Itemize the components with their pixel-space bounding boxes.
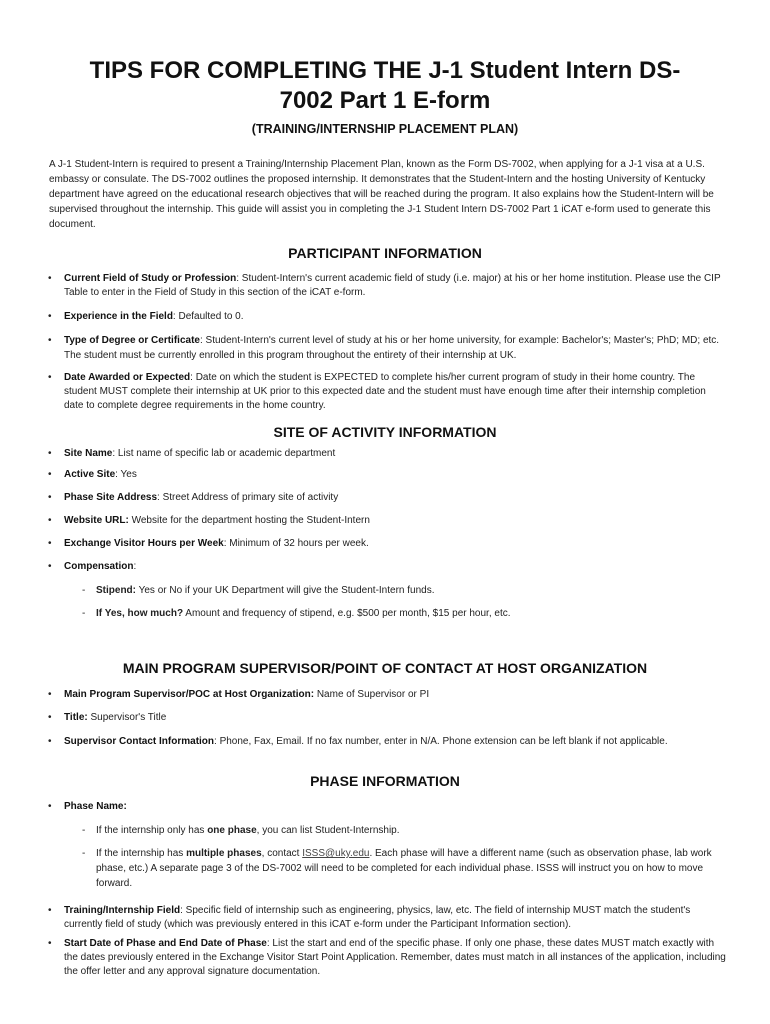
- item-label: Exchange Visitor Hours per Week: [64, 538, 224, 549]
- item-label: Date Awarded or Expected: [64, 372, 191, 383]
- site-item-address: [48, 491, 726, 505]
- item-label: Supervisor Contact Information: [64, 736, 215, 747]
- item-label: Phase Name:: [64, 801, 127, 812]
- item-text: , contact: [261, 848, 303, 859]
- item-label: Training/Internship Field: [64, 905, 181, 916]
- site-item-hours: [48, 537, 726, 551]
- bullet-icon: •: [48, 311, 52, 322]
- participant-item-field-of-study: [48, 272, 726, 300]
- bullet-icon: •: [48, 712, 52, 723]
- bullet-icon: •: [48, 273, 52, 284]
- bullet-icon: •: [48, 469, 52, 480]
- supervisor-item-contact: [48, 735, 726, 749]
- page-subtitle: (TRAINING/INTERNSHIP PLACEMENT PLAN): [251, 122, 519, 136]
- phase-name-multiple-phases: [82, 846, 726, 891]
- bullet-icon: •: [48, 938, 52, 949]
- bullet-icon: •: [48, 538, 52, 549]
- supervisor-item-title: [48, 711, 726, 725]
- phase-item-name: [48, 800, 726, 814]
- item-text: If the internship has: [96, 848, 187, 859]
- bullet-icon: •: [48, 492, 52, 503]
- item-text: Name of Supervisor or PI: [314, 689, 430, 700]
- bullet-icon: •: [48, 372, 52, 383]
- item-text: . Each phase will have a different name (such as observation phase, lab work phase, etc.) A separate page 3 of the DS-7002 will need to be completed for each individual phase. ISSS will instruct you on how to move forward.: [96, 848, 712, 889]
- site-item-active: [48, 468, 726, 482]
- item-text: : List name of specific lab or academic department: [112, 448, 336, 459]
- item-label: Start Date of Phase and End Date of Phase: [64, 938, 267, 949]
- item-text: : Street Address of primary site of activity: [157, 492, 339, 503]
- item-text: : Phone, Fax, Email. If no fax number, enter in N/A. Phone extension can be left blank if not applicable.: [214, 736, 668, 747]
- item-text: Yes or No if your UK Department will give the Student-Intern funds.: [136, 585, 435, 596]
- item-text: Supervisor's Title: [87, 712, 167, 723]
- item-text: : Student-Intern's current level of study at his or her home university, for example: Bachelor's; Master's; PhD; MD; etc. The student must be currently enrolled in this program throughout the entirety of their internship at UK.: [64, 335, 720, 361]
- item-label: If Yes, how much?: [96, 608, 184, 619]
- supervisor-item-name: [48, 688, 726, 702]
- phase-heading: PHASE INFORMATION: [310, 773, 460, 789]
- item-label: Stipend:: [96, 585, 136, 596]
- item-text: : Minimum of 32 hours per week.: [223, 538, 369, 549]
- participant-heading: PARTICIPANT INFORMATION: [288, 245, 482, 261]
- item-label: Active Site: [64, 469, 116, 480]
- compensation-stipend: [82, 583, 726, 598]
- bullet-icon: •: [48, 335, 52, 346]
- bullet-icon: •: [48, 801, 52, 812]
- page-title: [60, 56, 710, 116]
- participant-item-experience: [48, 310, 726, 324]
- item-label: Title:: [64, 712, 88, 723]
- bullet-icon: •: [48, 736, 52, 747]
- bullet-icon: •: [48, 689, 52, 700]
- site-item-compensation: [48, 560, 726, 574]
- phase-item-dates: [48, 937, 726, 979]
- dash-icon: -: [82, 825, 86, 836]
- bullet-icon: •: [48, 515, 52, 526]
- item-label: Experience in the Field: [64, 311, 173, 322]
- isss-email-link[interactable]: ISSS@uky.edu: [302, 848, 370, 859]
- item-label: Site Name: [64, 448, 113, 459]
- compensation-amount: [82, 606, 726, 621]
- title-line-2: 7002 Part 1 E-form: [279, 87, 491, 114]
- item-label: Phase Site Address: [64, 492, 158, 503]
- item-emphasis: one phase: [207, 825, 257, 836]
- site-item-name: [48, 447, 726, 461]
- item-text: , you can list Student-Internship.: [256, 825, 400, 836]
- phase-item-field: [48, 904, 726, 932]
- item-label: Main Program Supervisor/POC at Host Organization:: [64, 689, 315, 700]
- item-text: If the internship only has: [96, 825, 208, 836]
- item-text: Website for the department hosting the Student-Intern: [128, 515, 370, 526]
- item-text: :: [133, 561, 137, 572]
- phase-name-one-phase: [82, 823, 726, 838]
- title-line-1: TIPS FOR COMPLETING THE J-1 Student Intern DS-: [89, 57, 681, 84]
- dash-icon: -: [82, 848, 86, 859]
- item-label: Compensation: [64, 561, 134, 572]
- item-text: : Date on which the student is EXPECTED to complete his/her current program of study in their home country. The student MUST complete their internship at UK prior to this expected date and the student must have enough time after their internship completion date to complete degree requirements in the home country.: [64, 372, 706, 411]
- dash-icon: -: [82, 585, 86, 596]
- item-text: : List the start and end of the specific phase. If only one phase, these dates MUST match exactly with the dates previously entered in the Exchange Visitor Start Point Application. Remember, dates must match in all instances of the application, including the offer letter and any approval signature documentation.: [64, 938, 726, 977]
- intro-paragraph: A J-1 Student-Intern is required to present a Training/Internship Placement Plan, known as the Form DS-7002, when applying for a J-1 visa at a U.S. embassy or consulate. The DS-7002 outlines the proposed internship. It demonstrates that the Student-Intern and the hosting University of Kentucky department have agreed on the educational research objectives that will be reached during the program. It also explains how the Student-Intern will be supervised throughout the internship. This guide will assist you in completing the J-1 Student Intern DS-7002 Part 1 iCAT e-form used to generate this document.: [49, 159, 714, 230]
- item-text: : Defaulted to 0.: [172, 311, 244, 322]
- participant-item-degree-type: [48, 333, 726, 363]
- site-heading: SITE OF ACTIVITY INFORMATION: [273, 424, 497, 440]
- supervisor-heading: MAIN PROGRAM SUPERVISOR/POINT OF CONTACT AT HOST ORGANIZATION: [122, 660, 648, 676]
- item-text: : Specific field of internship such as engineering, physics, law, etc. The field of internship MUST match the student's currently field of study (which was previously entered in this iCAT e-form under the Participant Information section).: [64, 905, 691, 930]
- bullet-icon: •: [48, 448, 52, 459]
- bullet-icon: •: [48, 561, 52, 572]
- item-text: Amount and frequency of stipend, e.g. $500 per month, $15 per hour, etc.: [183, 608, 511, 619]
- bullet-icon: •: [48, 905, 52, 916]
- participant-item-date-awarded: [48, 371, 726, 413]
- item-text: : Student-Intern's current academic field of study (i.e. major) at his or her home institution. Please use the CIP Table to enter in the Field of Study in this section of the iCAT e-form.: [64, 273, 721, 298]
- item-label: Website URL:: [64, 515, 129, 526]
- dash-icon: -: [82, 608, 86, 619]
- site-item-website: [48, 514, 726, 528]
- item-label: Type of Degree or Certificate: [64, 335, 200, 346]
- item-emphasis: multiple phases: [186, 848, 262, 859]
- item-text: : Yes: [115, 469, 137, 480]
- item-label: Current Field of Study or Profession: [64, 273, 237, 284]
